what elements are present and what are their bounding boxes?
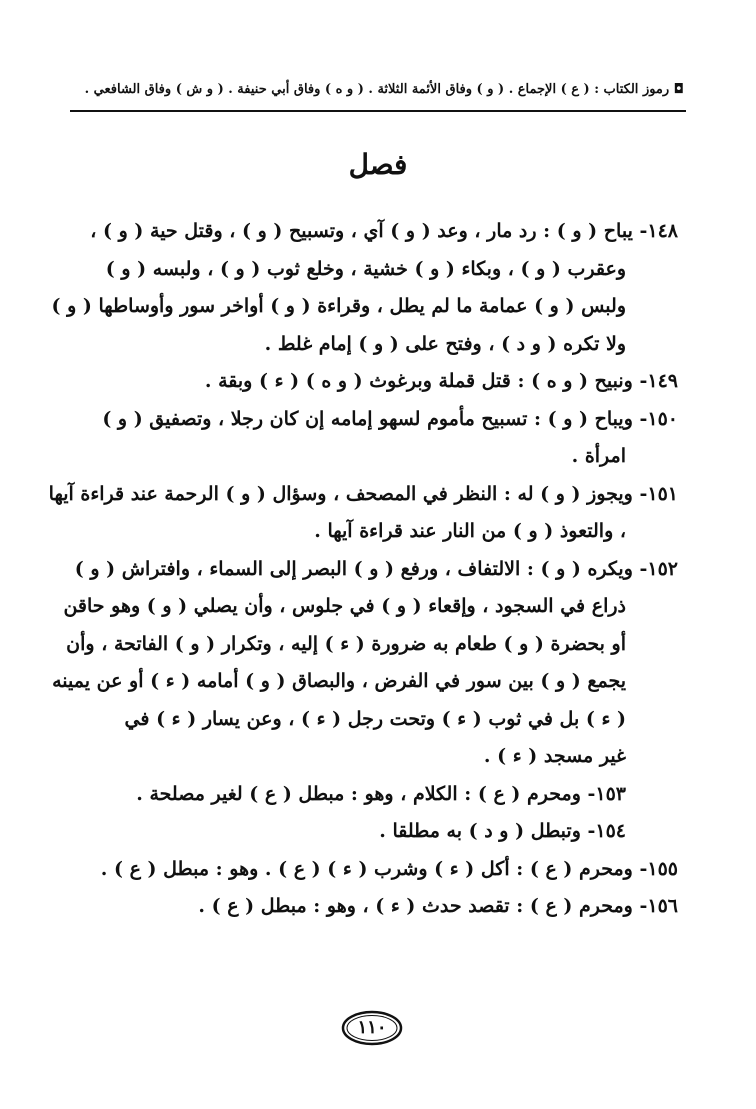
text-line: ( ء ) بل في ثوب ( ء ) وتحت رجل ( ء ) ، وعن يسار ( ء ) في [124, 707, 626, 730]
text-line: أو بحضرة ( و ) طعام به ضرورة ( ء ) إليه ، وتكرار ( و ) الفاتحة ، وأن [66, 632, 626, 655]
text-line: غير مسجد ( ء ) . [483, 745, 626, 767]
main-text [48, 213, 678, 926]
header-divider [70, 110, 686, 112]
paragraph-156 [76, 888, 678, 926]
text-line: وعقرب ( و ) ، وبكاء ( و ) خشية ، وخلع ثوب ( و ) ، ولبسه ( و ) [105, 257, 626, 280]
text-line: ١٥٣- ومحرم ( ع ) : الكلام ، وهو : مبطل ( ع ) لغير مصلحة . [136, 782, 626, 805]
text-line: ١٤٨- يباح ( و ) : رد مار ، وعد ( و ) آي ، وتسبيح ( و ) ، وقتل حية ( و ) ، [90, 220, 678, 242]
text-line: ١٥٢- ويكره ( و ) : الالتفاف ، ورفع ( و ) البصر إلى السماء ، وافتراش ( و ) [74, 557, 678, 580]
text-line: ذراع في السجود ، وإقعاء ( و ) في جلوس ، وأن يصلي ( و ) وهو حاقن [63, 595, 626, 617]
text-line: ١٥١- ويجوز ( و ) له : النظر في المصحف ، وسؤال ( و ) الرحمة عند قراءة آيها [48, 482, 678, 505]
running-header: ◘ رموز الكتاب : ( ع ) الإجماع . ( و ) وفاق الأئمة الثلاثة . ( و ه ) وفاق أبي حنيفة . ( و ش ) وفاق الشافعي . [84, 82, 684, 97]
page-number: ١١٠ [357, 1017, 387, 1038]
paragraph-153 [76, 776, 678, 814]
section-title: فصل [348, 148, 408, 181]
paragraph-155 [76, 851, 678, 889]
text-line: ، والتعوذ ( و ) من النار عند قراءة آيها . [314, 520, 626, 542]
text-line: ولا تكره ( و د ) ، وفتح على ( و ) إمام غلط . [264, 332, 626, 355]
text-line: امرأة . [571, 445, 626, 467]
paragraph-148 [51, 213, 678, 363]
paragraph-152 [52, 551, 678, 776]
paragraph-151 [48, 476, 678, 551]
text-line: ١٥٥- ومحرم ( ع ) : أكل ( ء ) وشرب ( ء ) ( ع ) . وهو : مبطل ( ع ) . [100, 857, 678, 880]
text-line: يجمع ( و ) بين سور في الفرض ، والبصاق ( و ) أمامه ( ء ) أو عن يمينه [52, 670, 626, 692]
page-number-badge [341, 1010, 403, 1046]
paragraph-149 [76, 363, 678, 401]
text-line: ١٤٩- ونبيح ( و ه ) : قتل قملة وبرغوث ( و ه ) ( ء ) وبقة . [204, 370, 678, 392]
text-line: ١٥٤- وتبطل ( و د ) به مطلقا . [379, 820, 626, 842]
paragraph-150 [76, 401, 678, 476]
text-line: ١٥٦- ومحرم ( ع ) : تقصد حدث ( ء ) ، وهو : مبطل ( ع ) . [198, 895, 678, 917]
text-line: ولبس ( و ) عمامة ما لم يطل ، وقراءة ( و ) أواخر سور وأوساطها ( و ) [51, 295, 626, 317]
text-line: ١٥٠- ويباح ( و ) : تسبيح مأموم لسهو إمامه إن كان رجلا ، وتصفيق ( و ) [102, 407, 678, 430]
paragraph-154 [76, 813, 678, 851]
